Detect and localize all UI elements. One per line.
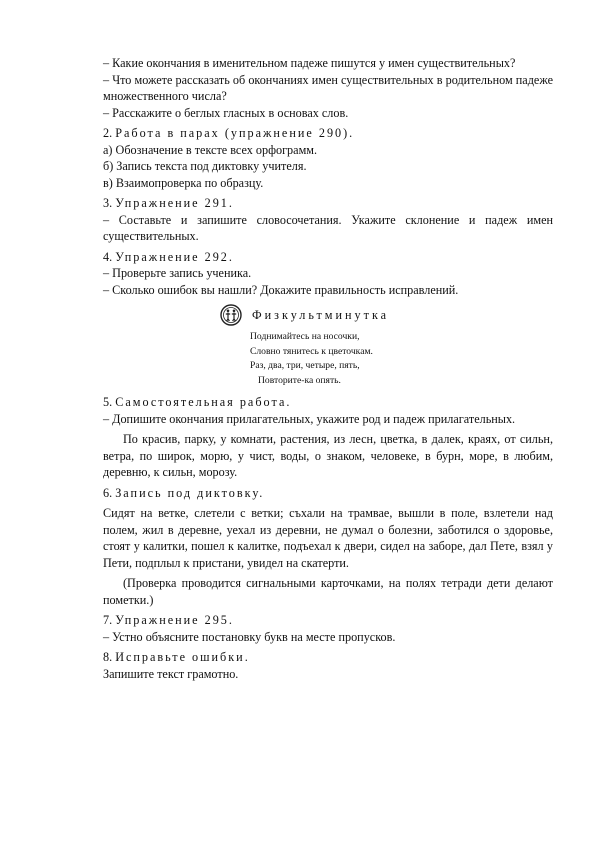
section-8-heading: [103, 649, 553, 666]
section-3-heading: [103, 195, 553, 212]
section-6-note: (Проверка проводится сигнальными карточками, на полях тетради дети делают пометки.): [103, 576, 553, 607]
section-5-heading: [103, 394, 553, 411]
section-3-number: 3.: [103, 196, 113, 210]
section-2-heading: [103, 125, 553, 142]
poem-line: Словно тянитесь к цветочкам.: [250, 345, 373, 357]
section-8-title: Исправьте ошибки.: [115, 650, 250, 664]
section-5-paragraph: По красив, парку, у комнати, растения, из лесн, цветка, в далек, краях, от сильн, ветра, по широк, морю, у чист, воды, о знаком, человеке, в бурн, море, в любим, деревню, к сильн, морозу.: [103, 432, 553, 479]
section-2-number: 2.: [103, 126, 113, 140]
section-2-item-c: в) Взаимопроверка по образцу.: [103, 175, 264, 190]
phys-break-heading: [220, 304, 553, 326]
section-4-title: Упражнение 292.: [115, 249, 234, 264]
section-7-number: 7.: [103, 613, 113, 627]
section-7-heading: [103, 612, 553, 629]
section-3-title: Упражнение 291.: [115, 196, 234, 210]
document-body: [103, 55, 553, 682]
section-5-text: – Допишите окончания прилагательных, укажите род и падеж прилагательных.: [103, 411, 516, 426]
section-7-title: Упражнение 295.: [115, 613, 234, 627]
phys-break-title: Физкультминутка: [252, 307, 390, 322]
section-6-paragraph: Сидят на ветке, слетели с ветки; съхали на трамвае, вышли в поле, взлетели над полем, жил в деревне, уехал из деревни, не думал о болезни, заботился о здоровье, стоят у калитки, пошел к калитке, подъехал к двери, сидел на заборе, дал Пете, взял у Пети, подплыл к пристани, увидел на скатерти.: [103, 506, 553, 570]
section-6-heading: [103, 485, 553, 502]
section-2-item-a: а) Обозначение в тексте всех орфограмм.: [103, 142, 318, 157]
section-4-heading: [103, 249, 553, 266]
poem: [250, 330, 553, 388]
question-3: – Расскажите о беглых гласных в основах слов.: [103, 105, 349, 120]
poem-line: Повторите-ка опять.: [258, 374, 341, 386]
section-4-item-a: – Проверьте запись ученика.: [103, 266, 252, 280]
exercise-people-icon: [220, 304, 242, 326]
section-4-number: 4.: [103, 249, 113, 264]
poem-line: Поднимайтесь на носочки,: [250, 331, 360, 342]
section-3-text: – Составьте и запишите словосочетания. Укажите склонение и падеж имен существительных.: [103, 212, 553, 243]
section-8-text: Запишите текст грамотно.: [103, 666, 239, 681]
section-6-title: Запись под диктовку.: [115, 485, 265, 500]
section-7-text: – Устно объясните постановку букв на месте пропусков.: [103, 629, 396, 644]
section-6-number: 6.: [103, 485, 113, 500]
section-4-item-b: – Сколько ошибок вы нашли? Докажите правильность исправлений.: [103, 282, 459, 297]
section-5-title: Самостоятельная работа.: [115, 395, 292, 409]
poem-line: Раз, два, три, четыре, пять,: [250, 360, 360, 371]
section-5-number: 5.: [103, 395, 113, 409]
question-1: – Какие окончания в именительном падеже пишутся у имен существительных?: [103, 56, 516, 70]
question-2: – Что можете рассказать об окончаниях имен существительных в родительном падеже множественного числа?: [103, 72, 553, 103]
section-2-title: Работа в парах (упражнение 290).: [115, 126, 355, 140]
section-8-number: 8.: [103, 650, 113, 664]
section-2-item-b: б) Запись текста под диктовку учителя.: [103, 159, 307, 173]
